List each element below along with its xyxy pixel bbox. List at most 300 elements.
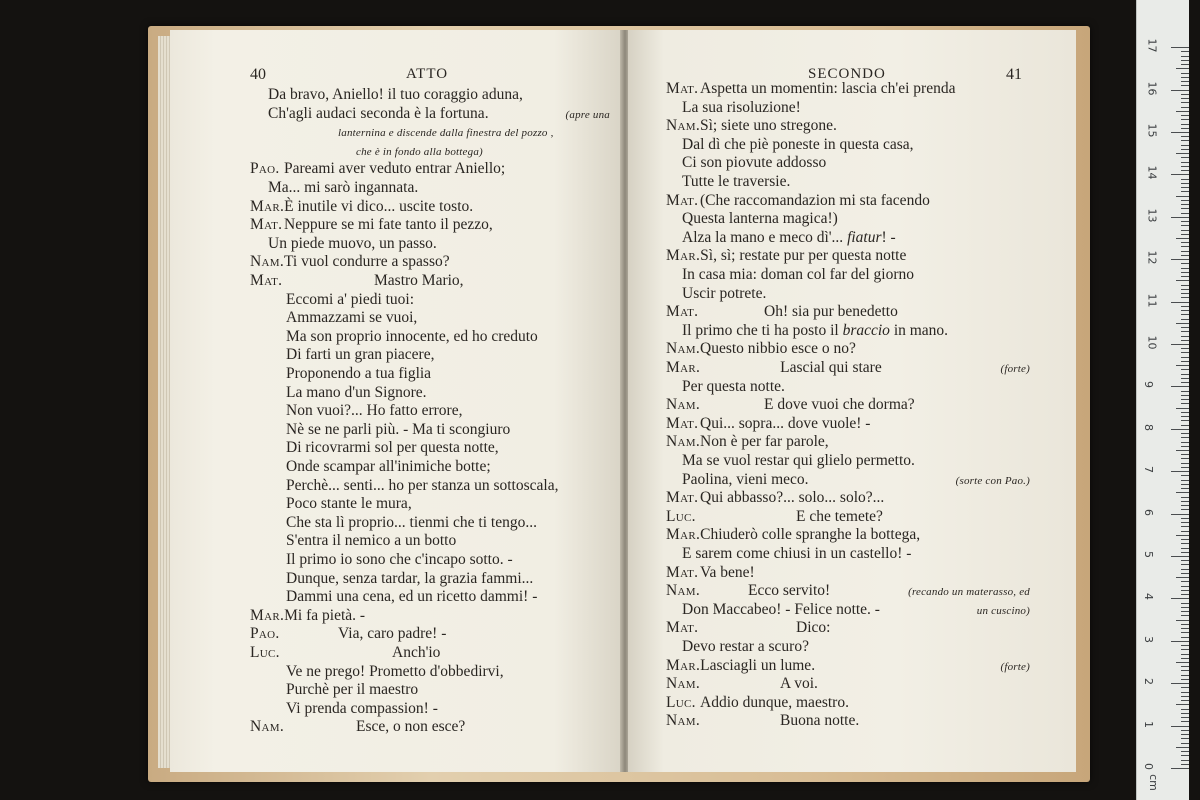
verse-line bbox=[666, 508, 883, 526]
speaker-label: Mat. bbox=[666, 619, 699, 637]
ruler-tick bbox=[1171, 768, 1189, 769]
ruler-tick bbox=[1181, 285, 1189, 286]
ruler-tick bbox=[1181, 107, 1189, 108]
ruler-tick bbox=[1181, 128, 1189, 129]
speaker-label: Nam. bbox=[666, 675, 700, 693]
line-text: Vi prenda compassion! - bbox=[286, 699, 438, 717]
verse-line bbox=[250, 309, 417, 327]
ruler-tick bbox=[1181, 331, 1189, 332]
speaker-label: Nam. bbox=[666, 117, 700, 135]
ruler-tick bbox=[1181, 522, 1189, 523]
ruler-tick bbox=[1181, 560, 1189, 561]
verse-line bbox=[250, 477, 558, 495]
ruler-tick bbox=[1181, 319, 1189, 320]
line-text: Purchè per il maestro bbox=[286, 681, 419, 699]
verse-line bbox=[250, 216, 493, 234]
ruler-tick bbox=[1181, 416, 1189, 417]
ruler-tick bbox=[1181, 403, 1189, 404]
verse-line bbox=[250, 105, 489, 123]
ruler-tick bbox=[1176, 111, 1189, 112]
ruler-tick bbox=[1181, 751, 1189, 752]
line-text: A voi. bbox=[780, 675, 818, 693]
line-text: Lascial qui stare bbox=[780, 359, 882, 376]
ruler-tick bbox=[1181, 463, 1189, 464]
ruler-tick bbox=[1181, 140, 1189, 141]
line-text: E che temete? bbox=[796, 507, 883, 525]
line-text: Via, caro padre! - bbox=[338, 625, 447, 643]
ruler-tick bbox=[1181, 675, 1189, 676]
line-text: Nè se ne parli più. - Ma ti scongiuro bbox=[286, 420, 511, 438]
verse-line bbox=[250, 160, 505, 178]
line-text: Chiuderò colle spranghe la bottega, bbox=[700, 526, 921, 544]
speaker-label: Luc. bbox=[666, 507, 696, 525]
verse-line bbox=[250, 458, 491, 476]
ruler-tick bbox=[1181, 204, 1189, 205]
line-text: Aspetta un momentin: lascia ch'ei prenda bbox=[700, 80, 956, 97]
verse-line bbox=[250, 253, 450, 271]
ruler-tick bbox=[1181, 242, 1189, 243]
ruler-tick bbox=[1171, 386, 1189, 387]
ruler-tick bbox=[1171, 514, 1189, 515]
ruler-tick bbox=[1181, 166, 1189, 167]
ruler-tick bbox=[1181, 213, 1189, 214]
verse-line bbox=[250, 291, 414, 309]
speaker-label: Pao. bbox=[250, 625, 280, 643]
ruler-tick bbox=[1181, 64, 1189, 65]
ruler-tick bbox=[1181, 603, 1189, 604]
verse-line bbox=[666, 619, 830, 637]
verse-line bbox=[666, 452, 915, 470]
right-running-head: SECONDO bbox=[808, 66, 886, 82]
ruler-tick bbox=[1181, 289, 1189, 290]
ruler-tick bbox=[1181, 183, 1189, 184]
verse-line bbox=[666, 285, 766, 303]
line-text: S'entra il nemico a un botto bbox=[286, 532, 457, 550]
speaker-label: Mar. bbox=[666, 656, 701, 674]
ruler-tick bbox=[1181, 654, 1189, 655]
ruler-number: 13 bbox=[1145, 208, 1159, 223]
left-page bbox=[170, 30, 622, 772]
ruler-tick bbox=[1181, 136, 1189, 137]
ruler-tick bbox=[1171, 471, 1189, 472]
speaker-label: Mar. bbox=[666, 247, 701, 265]
verse-line bbox=[250, 439, 499, 457]
verse-line bbox=[250, 681, 418, 699]
speaker-label: Mat. bbox=[666, 303, 699, 321]
ruler-number: 1 bbox=[1142, 720, 1155, 728]
speaker-label: Mat. bbox=[666, 489, 699, 507]
line-text: In casa mia: doman col far del giorno bbox=[682, 266, 914, 283]
ruler-number: 17 bbox=[1145, 38, 1159, 53]
line-text: (Che raccomandazion mi sta facendo bbox=[700, 191, 930, 209]
ruler-tick bbox=[1181, 268, 1189, 269]
ruler-tick bbox=[1181, 179, 1189, 180]
ruler-tick bbox=[1181, 297, 1189, 298]
ruler-tick bbox=[1181, 246, 1189, 247]
ruler-tick bbox=[1181, 734, 1189, 735]
ruler-tick bbox=[1181, 361, 1189, 362]
line-text: Non vuoi?... Ho fatto errore, bbox=[286, 402, 463, 420]
ruler-tick bbox=[1181, 263, 1189, 264]
ruler-tick bbox=[1171, 174, 1189, 175]
ruler-tick bbox=[1181, 548, 1189, 549]
line-text: Ci son piovute addosso bbox=[682, 154, 827, 172]
line-text: Per questa notte. bbox=[682, 377, 785, 395]
ruler-tick bbox=[1181, 170, 1189, 171]
verse-line bbox=[666, 99, 801, 117]
ruler-tick bbox=[1181, 615, 1189, 616]
verse-line bbox=[250, 663, 504, 681]
ruler-tick bbox=[1181, 543, 1189, 544]
line-text: Di farti un gran piacere, bbox=[286, 346, 435, 364]
verse-line bbox=[666, 303, 898, 321]
ruler-number: 5 bbox=[1142, 551, 1155, 558]
ruler-tick bbox=[1181, 208, 1189, 209]
ruler-tick bbox=[1181, 191, 1189, 192]
ruler-tick bbox=[1171, 90, 1189, 91]
verse-line bbox=[250, 644, 440, 662]
verse-line bbox=[666, 247, 906, 265]
verse-line bbox=[250, 625, 446, 643]
verse-line bbox=[250, 421, 510, 439]
line-text: Ti vuol condurre a spasso? bbox=[284, 253, 450, 271]
verse-line bbox=[250, 272, 464, 290]
ruler-tick bbox=[1181, 586, 1189, 587]
verse-line bbox=[250, 86, 523, 104]
stage-direction: (sorte con Pao.) bbox=[955, 474, 1030, 487]
ruler-tick bbox=[1181, 594, 1189, 595]
ruler-tick bbox=[1181, 624, 1189, 625]
ruler-number: 6 bbox=[1142, 508, 1155, 516]
line-text: Mastro Mario, bbox=[374, 272, 464, 289]
ruler-number: 11 bbox=[1145, 293, 1159, 308]
verse-line bbox=[666, 712, 859, 730]
ruler-tick bbox=[1171, 132, 1189, 133]
ruler-tick bbox=[1181, 77, 1189, 78]
verse-line bbox=[666, 415, 870, 433]
ruler-tick bbox=[1181, 488, 1189, 489]
ruler-tick bbox=[1171, 598, 1189, 599]
verse-line bbox=[666, 229, 896, 247]
ruler-unit-label: cm bbox=[1146, 774, 1160, 791]
stage-direction: lanternina e discende dalla finestra del pozzo , bbox=[338, 127, 554, 140]
line-text: Un piede muovo, un passo. bbox=[268, 234, 437, 252]
speaker-label: Nam. bbox=[250, 253, 284, 271]
verse-line bbox=[666, 638, 809, 656]
ruler-number: 8 bbox=[1142, 423, 1155, 431]
stage-direction: (forte) bbox=[1000, 363, 1030, 375]
speaker-label: Nam. bbox=[250, 718, 284, 736]
verse-line bbox=[250, 551, 513, 569]
line-text: Neppure se mi fate tanto il pezzo, bbox=[284, 216, 493, 234]
verse-line bbox=[666, 582, 830, 600]
line-text: Mi fa pietà. - bbox=[284, 606, 366, 624]
ruler-tick bbox=[1181, 187, 1189, 188]
ruler-tick bbox=[1181, 293, 1189, 294]
line-text: È inutile vi dico... uscite tosto. bbox=[284, 197, 474, 215]
verse-line bbox=[250, 607, 365, 625]
ruler-tick bbox=[1181, 234, 1189, 235]
line-text: Buona notte. bbox=[780, 712, 860, 730]
verse-line bbox=[250, 142, 322, 160]
ruler-tick bbox=[1181, 149, 1189, 150]
speaker-label: Mat. bbox=[666, 191, 699, 209]
ruler-tick bbox=[1171, 726, 1189, 727]
ruler-tick bbox=[1181, 51, 1189, 52]
ruler-tick bbox=[1181, 505, 1189, 506]
verse-line bbox=[250, 365, 431, 383]
line-text: Dal dì che piè poneste in questa casa, bbox=[682, 135, 914, 153]
ruler-tick bbox=[1181, 692, 1189, 693]
ruler-tick bbox=[1181, 607, 1189, 608]
ruler-tick bbox=[1181, 395, 1189, 396]
verse-line bbox=[666, 657, 815, 675]
line-text: E dove vuoi che dorma? bbox=[764, 396, 915, 414]
ruler-tick bbox=[1181, 336, 1189, 337]
ruler-tick bbox=[1176, 662, 1189, 663]
ruler-tick bbox=[1181, 687, 1189, 688]
ruler-tick bbox=[1176, 408, 1189, 409]
ruler-tick bbox=[1181, 531, 1189, 532]
ruler-tick bbox=[1181, 352, 1189, 353]
ruler-tick bbox=[1176, 323, 1189, 324]
ruler-tick bbox=[1181, 501, 1189, 502]
ruler-tick bbox=[1181, 442, 1189, 443]
ruler-tick bbox=[1181, 306, 1189, 307]
ruler-tick bbox=[1176, 747, 1189, 748]
line-text: Dammi una cena, ed un ricetto dammi! - bbox=[286, 588, 538, 606]
ruler-tick bbox=[1181, 251, 1189, 252]
ruler-tick bbox=[1181, 509, 1189, 510]
ruler-tick bbox=[1181, 632, 1189, 633]
ruler-tick bbox=[1181, 437, 1189, 438]
verse-line bbox=[666, 545, 911, 563]
line-text: Ecco servito! bbox=[748, 582, 831, 600]
ruler-tick bbox=[1181, 755, 1189, 756]
ruler-tick bbox=[1181, 348, 1189, 349]
ruler-tick bbox=[1181, 378, 1189, 379]
ruler-tick bbox=[1176, 153, 1189, 154]
line-text: Poco stante le mura, bbox=[286, 495, 412, 513]
line-text: Eccomi a' piedi tuoi: bbox=[286, 290, 415, 308]
speaker-label: Luc. bbox=[250, 644, 280, 661]
ruler-tick bbox=[1181, 539, 1189, 540]
speaker-label: Mar. bbox=[666, 526, 701, 544]
line-text: Esce, o non esce? bbox=[356, 718, 466, 736]
ruler-tick bbox=[1181, 310, 1189, 311]
ruler-tick bbox=[1181, 526, 1189, 527]
ruler-tick bbox=[1181, 645, 1189, 646]
ruler-number: 3 bbox=[1142, 635, 1155, 643]
ruler-number: 4 bbox=[1142, 593, 1155, 601]
line-text: Il primo che ti ha posto il braccio in mano. bbox=[682, 321, 949, 339]
verse-line bbox=[666, 340, 856, 358]
ruler-tick bbox=[1181, 454, 1189, 455]
stage-direction: (apre una bbox=[565, 108, 610, 121]
ruler-number: 16 bbox=[1145, 81, 1159, 96]
stage-direction: un cuscino) bbox=[976, 604, 1030, 617]
verse-line bbox=[666, 433, 829, 451]
ruler-tick bbox=[1181, 98, 1189, 99]
ruler-tick bbox=[1181, 573, 1189, 574]
right-page-number: 41 bbox=[1006, 66, 1022, 83]
ruler-tick bbox=[1181, 102, 1189, 103]
ruler-tick bbox=[1181, 420, 1189, 421]
verse-line bbox=[666, 136, 914, 154]
ruler-tick bbox=[1181, 391, 1189, 392]
ruler-tick bbox=[1181, 382, 1189, 383]
ruler-tick bbox=[1181, 145, 1189, 146]
ruler-tick bbox=[1181, 518, 1189, 519]
line-text: Alza la mano e meco dì'... fiatur! - bbox=[682, 228, 896, 246]
ruler-number: 9 bbox=[1142, 381, 1155, 389]
verse-line bbox=[666, 322, 948, 340]
speaker-label: Mat. bbox=[666, 563, 699, 581]
ruler-tick bbox=[1181, 425, 1189, 426]
ruler-tick bbox=[1181, 590, 1189, 591]
verse-line bbox=[666, 564, 755, 582]
ruler-tick bbox=[1171, 556, 1189, 557]
speaker-label: Nam. bbox=[666, 712, 700, 730]
verse-line bbox=[666, 266, 914, 284]
ruler-tick bbox=[1171, 217, 1189, 218]
ruler-tick bbox=[1181, 497, 1189, 498]
ruler-tick bbox=[1171, 259, 1189, 260]
line-text: Anch'io bbox=[392, 644, 441, 661]
ruler-tick bbox=[1181, 162, 1189, 163]
ruler-tick bbox=[1181, 81, 1189, 82]
verse-line bbox=[666, 601, 880, 619]
verse-line bbox=[250, 532, 456, 550]
ruler-tick bbox=[1181, 272, 1189, 273]
verse-line bbox=[250, 570, 533, 588]
ruler-tick bbox=[1181, 679, 1189, 680]
line-text: Ammazzami se vuoi, bbox=[286, 309, 418, 327]
ruler-tick bbox=[1171, 429, 1189, 430]
ruler-tick bbox=[1181, 60, 1189, 61]
ruler-tick bbox=[1181, 314, 1189, 315]
ruler-tick bbox=[1171, 47, 1189, 48]
ruler-tick bbox=[1176, 450, 1189, 451]
ruler-number: 15 bbox=[1145, 123, 1159, 138]
ruler-tick bbox=[1181, 276, 1189, 277]
line-text: Lasciagli un lume. bbox=[700, 656, 816, 674]
verse-line bbox=[666, 396, 915, 414]
line-text: Paolina, vieni meco. bbox=[682, 470, 809, 488]
verse-line bbox=[250, 123, 304, 141]
line-text: Va bene! bbox=[700, 563, 755, 581]
ruler-tick bbox=[1181, 721, 1189, 722]
verse-line bbox=[666, 192, 930, 210]
ruler-tick bbox=[1181, 340, 1189, 341]
ruler-tick bbox=[1181, 709, 1189, 710]
speaker-label: Nam. bbox=[666, 396, 700, 414]
line-text: Oh! sia pur benedetto bbox=[764, 303, 898, 321]
line-text: Tutte le traversie. bbox=[682, 173, 791, 190]
ruler-number: 2 bbox=[1142, 678, 1155, 686]
line-text: Onde scampar all'inimiche botte; bbox=[286, 458, 491, 475]
ruler-tick bbox=[1181, 433, 1189, 434]
line-text: Devo restar a scuro? bbox=[682, 638, 809, 655]
ruler-tick bbox=[1181, 637, 1189, 638]
speaker-label: Mar. bbox=[250, 606, 285, 624]
speaker-label: Mar. bbox=[666, 359, 701, 376]
line-text: Sì, sì; restate pur per questa notte bbox=[700, 247, 907, 265]
ruler-tick bbox=[1176, 365, 1189, 366]
ruler-tick bbox=[1181, 743, 1189, 744]
line-text: Perchè... senti... ho per stanza un sottoscala, bbox=[286, 476, 559, 494]
ruler-tick bbox=[1181, 658, 1189, 659]
line-text: Qui... sopra... dove vuole! - bbox=[700, 414, 871, 432]
ruler-tick bbox=[1181, 225, 1189, 226]
line-text: Non è per far parole, bbox=[700, 433, 829, 451]
ruler-tick bbox=[1181, 458, 1189, 459]
ruler-tick bbox=[1181, 649, 1189, 650]
ruler-tick bbox=[1171, 344, 1189, 345]
ruler-tick bbox=[1181, 357, 1189, 358]
verse-line bbox=[666, 359, 882, 377]
ruler-tick bbox=[1181, 221, 1189, 222]
ruler-tick bbox=[1181, 670, 1189, 671]
ruler-tick bbox=[1181, 157, 1189, 158]
ruler-tick bbox=[1181, 611, 1189, 612]
verse-line bbox=[250, 328, 538, 346]
verse-line bbox=[666, 210, 838, 228]
ruler-tick bbox=[1181, 764, 1189, 765]
ruler-tick bbox=[1181, 56, 1189, 57]
verse-line bbox=[250, 700, 438, 718]
ruler-tick bbox=[1176, 704, 1189, 705]
stage-direction: (recando un materasso, ed bbox=[908, 586, 1030, 599]
stage-direction: che è in fondo alla bottega) bbox=[356, 145, 483, 158]
verse-line bbox=[250, 384, 427, 402]
ruler-tick bbox=[1181, 412, 1189, 413]
verse-line bbox=[666, 173, 790, 191]
verse-line bbox=[250, 495, 412, 513]
ruler-tick bbox=[1181, 738, 1189, 739]
speaker-label: Mat. bbox=[666, 80, 699, 97]
ruler-tick bbox=[1181, 484, 1189, 485]
speaker-label: Mat. bbox=[250, 216, 283, 234]
line-text: Ma... mi sarò ingannata. bbox=[268, 179, 419, 196]
ruler-tick bbox=[1181, 255, 1189, 256]
ruler-tick bbox=[1181, 713, 1189, 714]
line-text: Il primo io sono che c'incapo sotto. - bbox=[286, 551, 513, 568]
ruler-tick bbox=[1181, 73, 1189, 74]
line-text: Uscir potrete. bbox=[682, 284, 767, 302]
ruler-tick bbox=[1181, 446, 1189, 447]
speaker-label: Mat. bbox=[666, 414, 699, 432]
speaker-label: Mar. bbox=[250, 197, 285, 215]
verse-line bbox=[666, 117, 837, 135]
ruler-tick bbox=[1181, 374, 1189, 375]
ruler-tick bbox=[1181, 569, 1189, 570]
ruler-tick bbox=[1176, 535, 1189, 536]
verse-line bbox=[666, 675, 818, 693]
ruler-number: 0 bbox=[1142, 763, 1155, 770]
line-text: Pareami aver veduto entrar Aniello; bbox=[284, 160, 506, 178]
speaker-label: Luc. bbox=[666, 693, 696, 711]
verse-line bbox=[666, 80, 955, 98]
line-text: Questa lanterna magica!) bbox=[682, 210, 838, 228]
speaker-label: Pao. bbox=[250, 160, 280, 178]
ruler-tick bbox=[1176, 620, 1189, 621]
ruler-tick bbox=[1176, 238, 1189, 239]
ruler-number: 7 bbox=[1142, 466, 1155, 474]
ruler-number: 14 bbox=[1145, 165, 1159, 180]
verse-line bbox=[250, 588, 537, 606]
verse-line bbox=[250, 198, 473, 216]
